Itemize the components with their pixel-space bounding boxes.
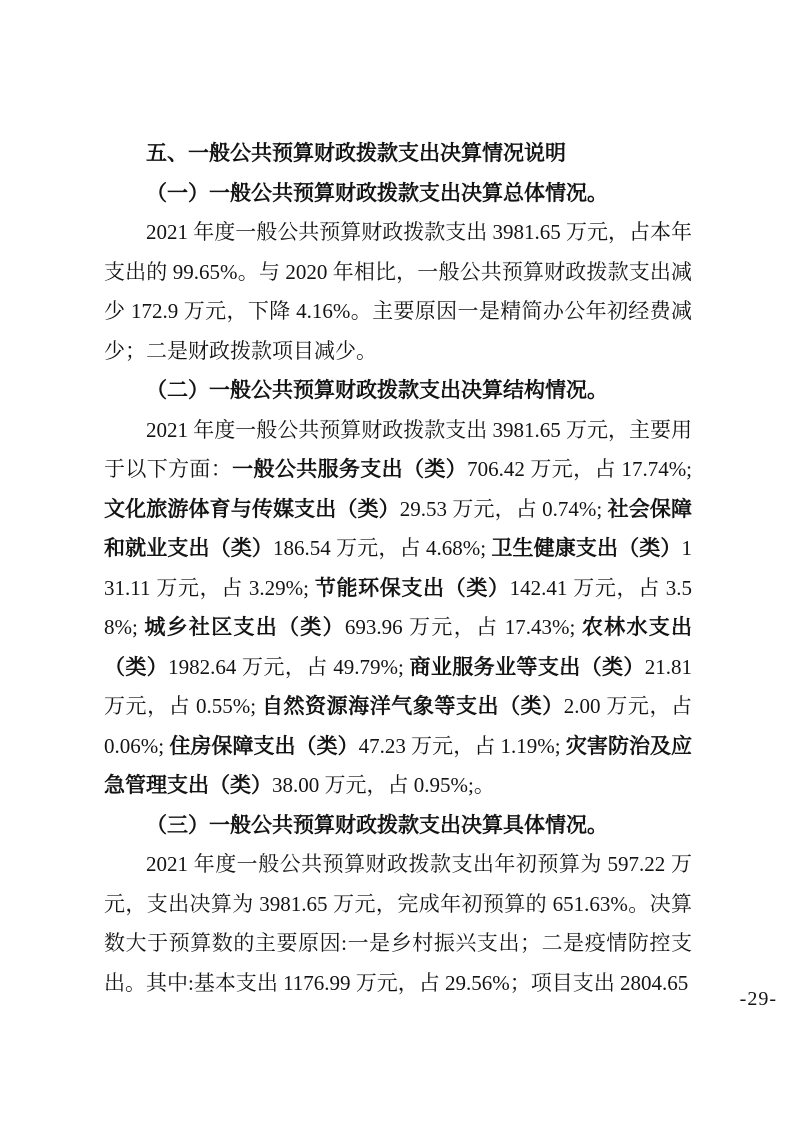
text-run: 47.23 万元，占 1.19%;: [358, 733, 566, 758]
text-run: 2021 年度一般公共预算财政拨款支出年初预算为 597.22 万元，支出决算为 3981.65 万元，完成年初预算的 651.63%。决算数大于预算数的主要原因:一是乡村振兴支出；二是疫情防控支出。其中:基本支出 1176.99 万元，占 29.56%；项目支出 2804.65: [104, 852, 692, 995]
text-run: 142.41 万元，占 3.58%;: [104, 575, 692, 639]
text-run: 农林水支出（类）: [104, 615, 693, 679]
text-run: 2.00 万元，占 0.06%;: [104, 694, 693, 758]
body-paragraph: [104, 213, 692, 371]
text-run: 节能环保支出（类）: [314, 575, 510, 600]
section-heading: [104, 134, 692, 174]
body-paragraph: [104, 845, 692, 1003]
text-run: （一）一般公共预算财政拨款支出决算总体情况。: [146, 180, 608, 205]
text-run: 自然资源海洋气象等支出（类）: [261, 694, 564, 718]
text-run: 1982.64 万元，占 49.79%;: [168, 654, 410, 679]
text-run: 社会保障和就业支出（类）: [104, 496, 693, 560]
section-heading: [104, 806, 692, 846]
text-run: 693.96 万元，占 17.43%;: [344, 615, 582, 639]
section-heading: [104, 371, 692, 411]
text-run: 38.00 万元，占 0.95%;。: [272, 773, 495, 797]
text-run: 文化旅游体育与传媒支出（类）: [104, 496, 400, 521]
text-run: 住房保障支出（类）: [169, 733, 359, 758]
text-run: 城乡社区支出（类）: [144, 615, 345, 639]
text-run: 706.42 万元，占 17.74%;: [467, 457, 693, 481]
page-number: -29-: [739, 988, 777, 1010]
text-run: 五、一般公共预算财政拨款支出决算情况说明: [146, 141, 566, 165]
text-run: 一般公共服务支出（类）: [232, 457, 468, 481]
text-run: 186.54 万元，占 4.68%;: [272, 536, 492, 560]
text-run: （二）一般公共预算财政拨款支出决算结构情况。: [146, 378, 608, 402]
text-run: 2021 年度一般公共预算财政拨款支出 3981.65 万元，主要用于以下方面：: [104, 417, 692, 481]
body-paragraph: [104, 411, 692, 806]
text-run: 灾害防治及应急管理支出（类）: [104, 733, 693, 797]
document-content: [104, 134, 692, 1003]
text-run: 131.11 万元，占 3.29%;: [104, 536, 693, 600]
text-run: 商业服务业等支出（类）: [409, 654, 645, 679]
text-run: （三）一般公共预算财政拨款支出决算具体情况。: [146, 812, 608, 837]
section-heading: [104, 174, 692, 214]
text-run: 29.53 万元，占 0.74%;: [399, 496, 608, 521]
text-run: 21.81 万元，占 0.55%;: [104, 654, 693, 718]
text-run: 2021 年度一般公共预算财政拨款支出 3981.65 万元，占本年支出的 99.65%。与 2020 年相比，一般公共预算财政拨款支出减少 172.9 万元，下降 4.16%。主要原因一是精简办公年初经费减少；二是财政拨款项目减少。: [104, 220, 692, 363]
text-run: 卫生健康支出（类）: [491, 536, 682, 560]
